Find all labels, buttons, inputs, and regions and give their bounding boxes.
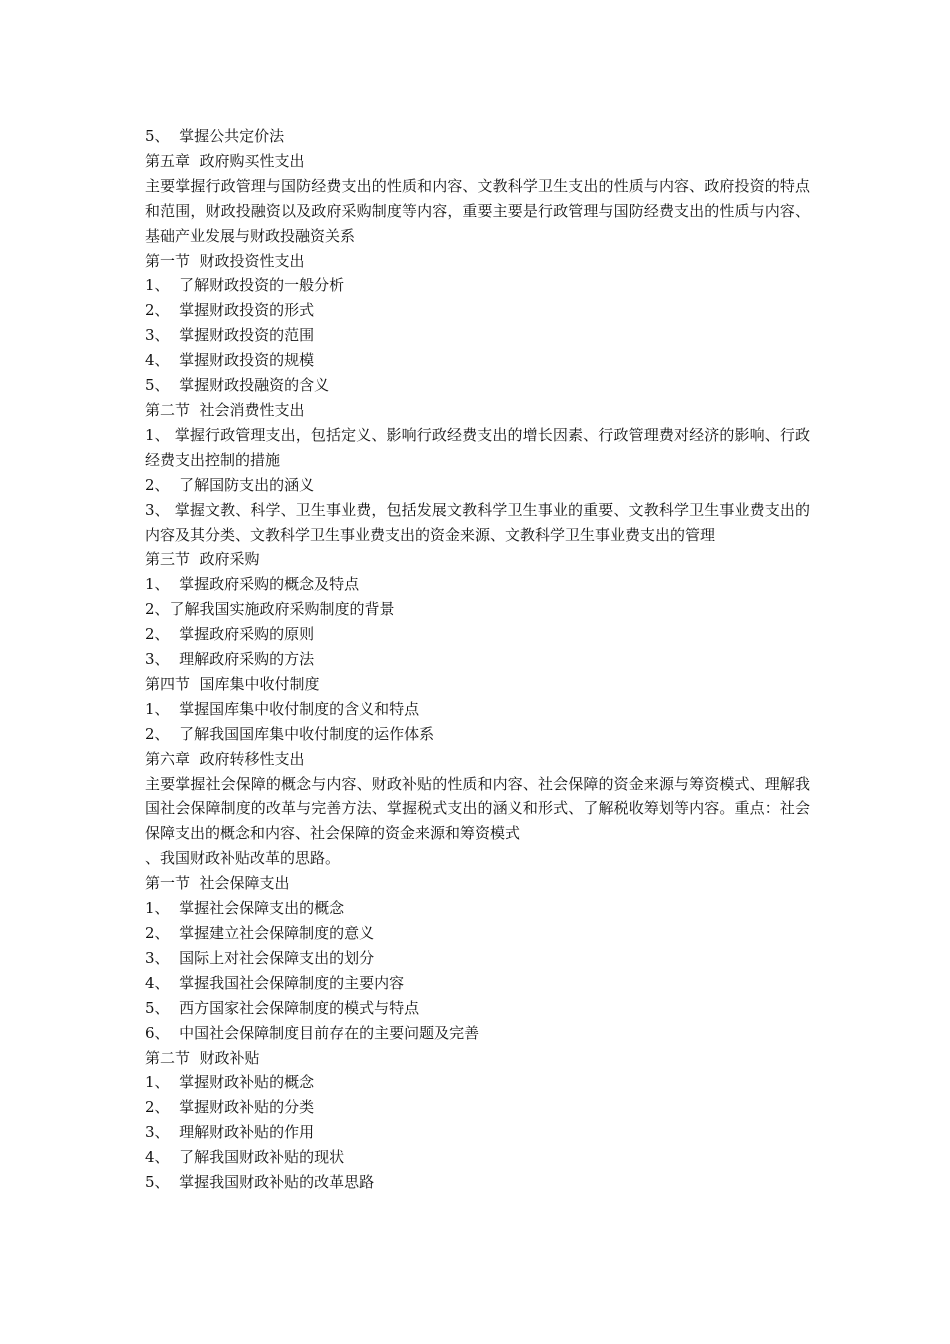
list-item: 5、 西方国家社会保障制度的模式与特点	[145, 998, 420, 1017]
list-item: 3、 理解政府采购的方法	[145, 650, 315, 669]
list-item: 2、 掌握建立社会保障制度的意义	[145, 924, 375, 942]
list-item: 2、 了解我国国库集中收付制度的运作体系	[145, 724, 435, 743]
list-item: 1、 掌握行政管理支出，包括定义、影响行政经费支出的增长因素、行政管理费对经济的影响、行政经费支出控制的措施	[145, 425, 810, 469]
list-item: 6、 中国社会保障制度目前存在的主要问题及完善	[145, 1023, 480, 1042]
list-item: 3、 掌握财政投资的范围	[145, 326, 315, 345]
list-item: 1、 掌握社会保障支出的概念	[145, 899, 345, 918]
list-item: 4、 掌握我国社会保障制度的主要内容	[145, 973, 405, 992]
chapter-summary-continued: 、我国财政补贴改革的思路。	[145, 849, 341, 868]
list-item: 1、 掌握政府采购的概念及特点	[145, 575, 360, 594]
section-heading: 第二节 财政补贴	[145, 1048, 260, 1067]
list-item: 2、 掌握政府采购的原则	[145, 625, 315, 644]
section-heading: 第一节 社会保障支出	[145, 874, 290, 893]
section-heading: 第四节 国库集中收付制度	[145, 674, 320, 693]
document-body	[145, 124, 810, 1195]
list-item: 2、 掌握财政投资的形式	[145, 301, 315, 320]
list-item: 1、 了解财政投资的一般分析	[145, 276, 345, 295]
list-item: 5、 掌握公共定价法	[145, 127, 285, 145]
section-heading: 第二节 社会消费性支出	[145, 400, 305, 419]
list-item: 2、 掌握财政补贴的分类	[145, 1098, 315, 1117]
list-item: 3、 掌握文教、科学、卫生事业费，包括发展文教科学卫生事业的重要、文教科学卫生事业费支出的内容及其分类、文教科学卫生事业费支出的资金来源、文教科学卫生事业费支出的管理	[145, 500, 810, 544]
list-item: 1、 掌握财政补贴的概念	[145, 1073, 315, 1092]
chapter-summary: 主要掌握社会保障的概念与内容、财政补贴的性质和内容、社会保障的资金来源与筹资模式、理解我国社会保障制度的改革与完善方法、掌握税式支出的涵义和形式、了解税收筹划等内容。重点：社会保障支出的概念和内容、社会保障的资金来源和筹资模式	[145, 774, 810, 843]
chapter-summary: 主要掌握行政管理与国防经费支出的性质和内容、文教科学卫生支出的性质与内容、政府投资的特点和范围，财政投融资以及政府采购制度等内容，重要主要是行政管理与国防经费支出的性质与内容、基础产业发展与财政投融资关系	[145, 176, 810, 245]
list-item: 2、 了解国防支出的涵义	[145, 475, 315, 494]
list-item: 4、 掌握财政投资的规模	[145, 351, 315, 370]
list-item: 3、 国际上对社会保障支出的划分	[145, 948, 375, 967]
list-item: 5、 掌握财政投融资的含义	[145, 376, 330, 395]
list-item: 1、 掌握国库集中收付制度的含义和特点	[145, 699, 420, 718]
chapter-heading: 第五章 政府购买性支出	[145, 151, 305, 170]
list-item: 4、 了解我国财政补贴的现状	[145, 1148, 345, 1167]
section-heading: 第三节 政府采购	[145, 550, 260, 569]
list-item: 2、了解我国实施政府采购制度的背景	[145, 600, 395, 619]
list-item: 3、 理解财政补贴的作用	[145, 1123, 315, 1142]
chapter-heading: 第六章 政府转移性支出	[145, 749, 305, 768]
list-item: 5、 掌握我国财政补贴的改革思路	[145, 1173, 375, 1192]
section-heading: 第一节 财政投资性支出	[145, 251, 305, 270]
